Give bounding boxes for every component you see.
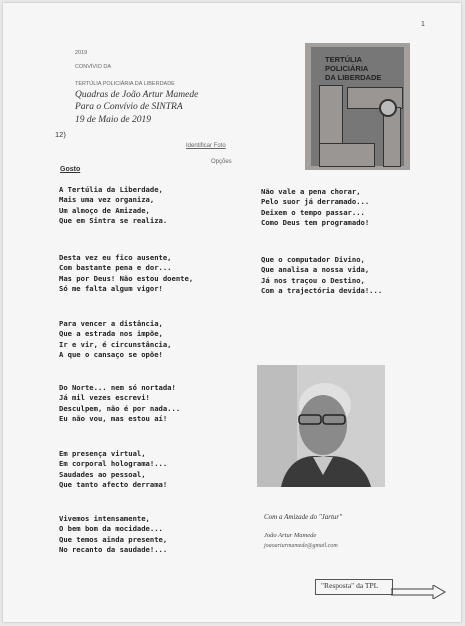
logo-text: TERTÚLIA POLICIÁRIA DA LIBERDADE [325,55,382,82]
signature-greeting: Com a Amizade do "Jartur" [264,513,343,521]
header-org: TERTÚLIA POLICIÁRIA DA LIBERDADE [75,81,175,87]
document-page [3,3,461,622]
like-link[interactable]: Gosto [60,166,81,173]
identify-photo-link[interactable]: Identificar Foto [186,143,226,149]
poem-stanza: Do Norte... nem só nortada! Já mil vezes escrevi! Desculpem, não é por nada... Eu não vou, mas estou aí! [59,383,181,424]
header-event: CONVÍVIO DA [75,64,112,70]
arrow-right-icon [391,585,447,599]
tertulia-logo [305,43,410,170]
author-photo [257,365,385,487]
poem-stanza: Desta vez eu fico ausente, Com bastante pena e dor... Mas por Deus! Não estou doente, Só me falta algum vigor! [59,253,194,294]
signature-email: joaoarturmamede@gmail.com [264,543,338,549]
poem-stanza: Vivemos intensamente, O bem bom da mocidade... Que temos ainda presente, No recanto da saudade!... [59,514,168,555]
logo-background [311,47,404,166]
header-author-line: Quadras de João Artur Mamede [75,90,199,100]
magnifying-glass-icon [379,99,397,117]
signature-name: João Artur Mamede [264,532,317,539]
options-link[interactable]: Opções [211,159,232,165]
logo-shape-bottom [319,143,375,167]
poem-stanza: Que o computador Divino, Que analisa a nossa vida, Já nos traçou o Destino, Com a trajectória devida!... [261,255,383,296]
header-event-line: Para o Convívio de SINTRA [75,102,183,112]
author-portrait-image [257,365,385,487]
poem-stanza: A Tertúlia da Liberdade, Mais uma vez organiza, Um almoço de Amizade, Que em Sintra se realiza. [59,185,168,226]
poem-stanza: Não vale a pena chorar, Pelo suor já derramado... Deixem o tempo passar... Como Deus tem programado! [261,187,370,228]
header-year: 2019 [75,50,88,56]
header-date-line: 19 de Maio de 2019 [75,115,151,125]
page-number: 1 [421,21,425,28]
poem-stanza: Em presença virtual, Em corporal holograma!... Saudades ao pessoal, Que tanto afecto derrama! [59,449,168,490]
poem-stanza: Para vencer a distância, Que a estrada nos impõe, Ir e vir, é circunstância, A que o cansaço se opõe! [59,319,172,360]
response-label: "Resposta" da TPL [321,581,379,590]
item-number: 12) [55,130,66,139]
